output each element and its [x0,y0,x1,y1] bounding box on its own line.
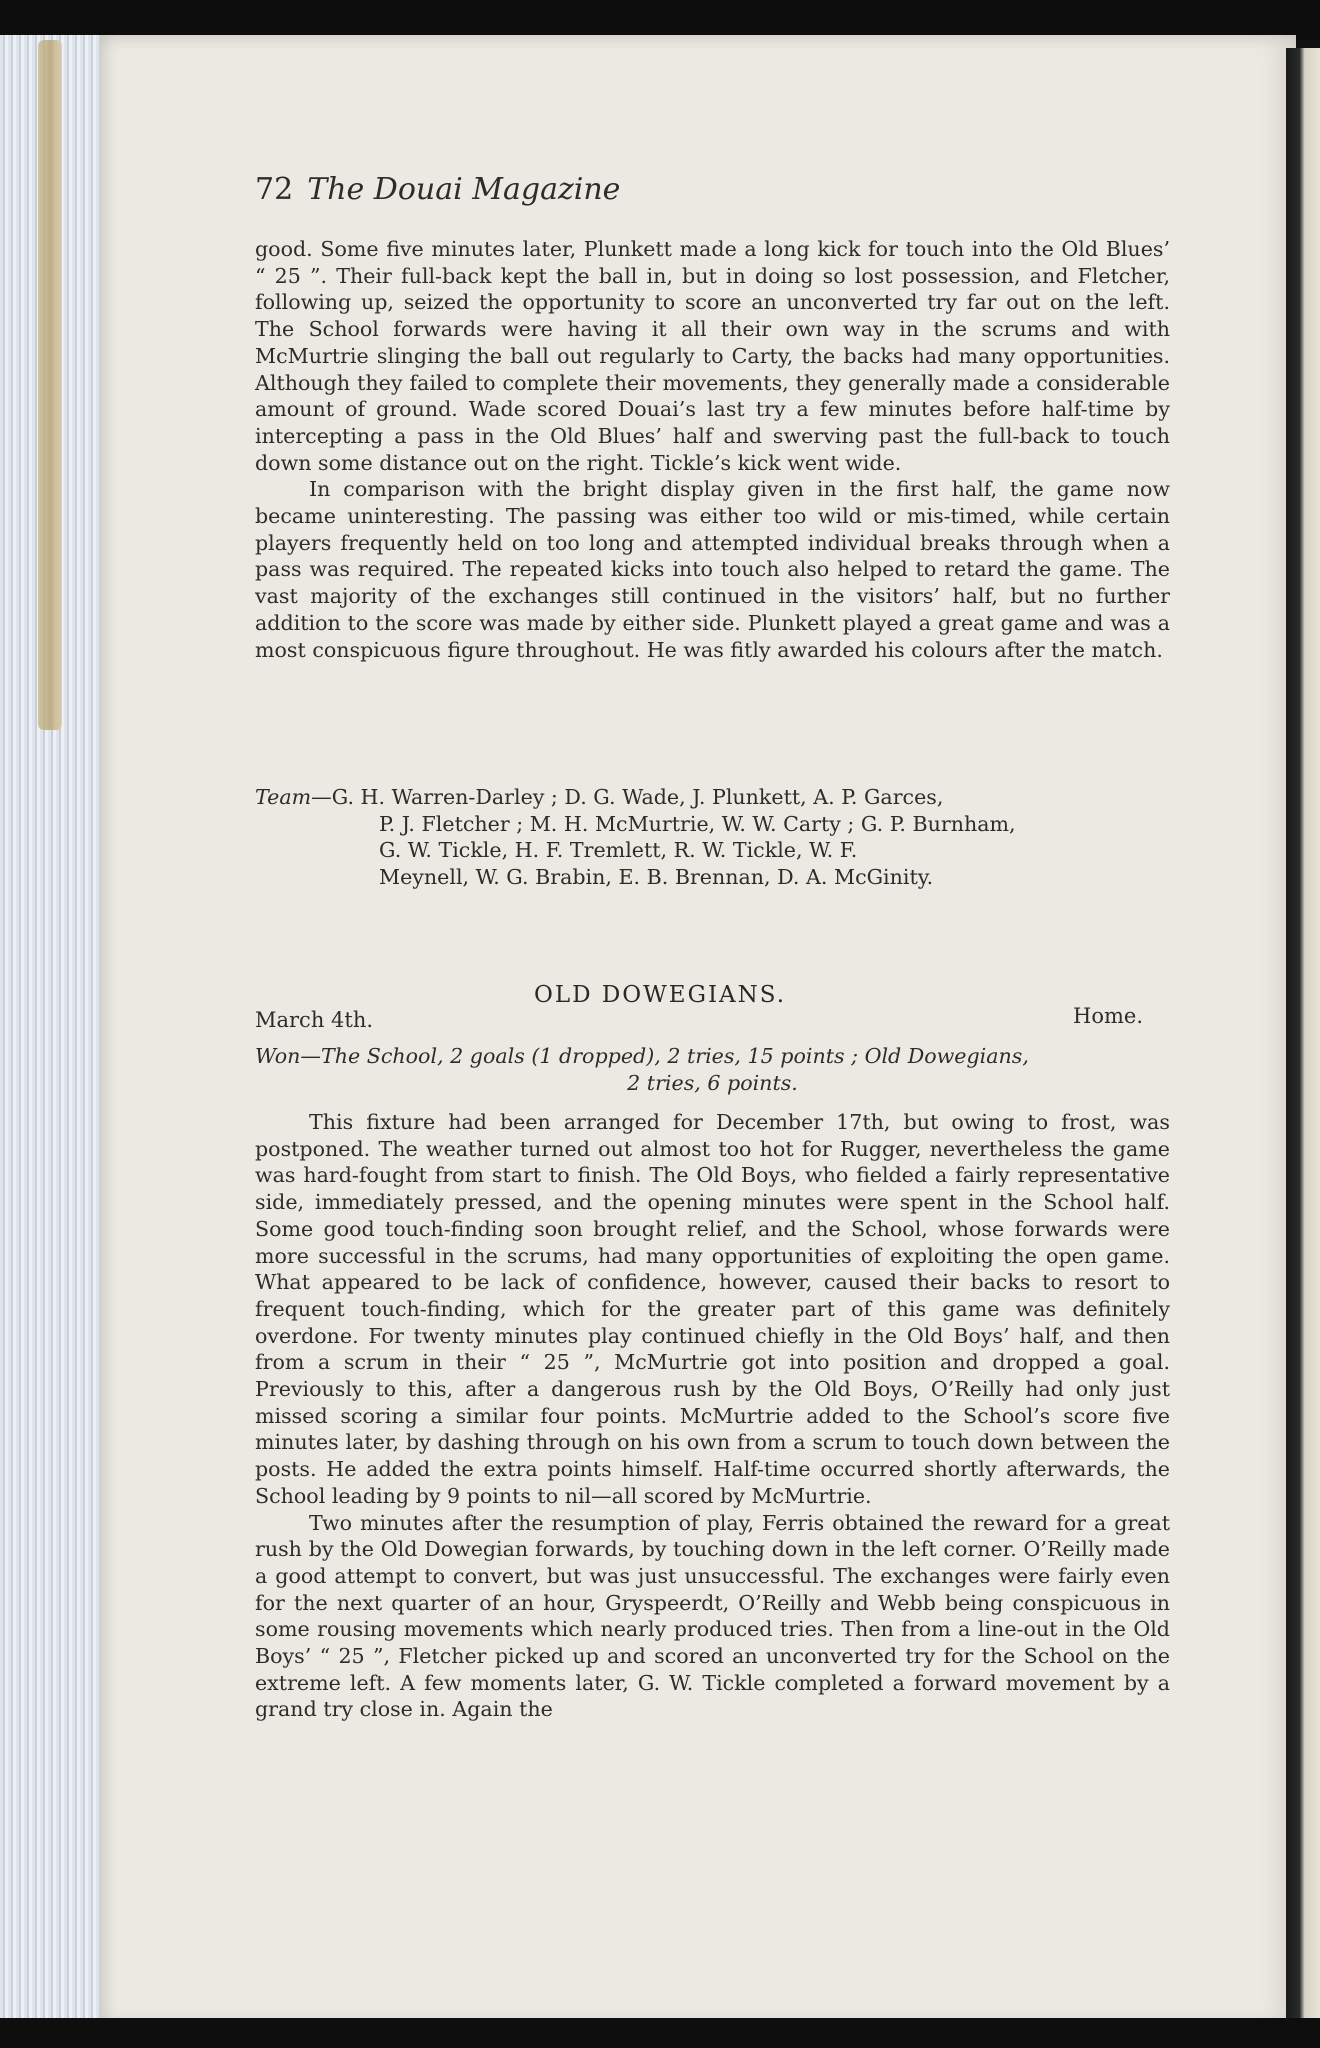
scan-bottom-border [0,2018,1320,2048]
paragraph: In comparison with the bright display given in the first half, the game now became uninteresting. The passing was either too wild or mis-timed, while certain players frequently held on too long and attempted individual breaks through when a pass was required. The repeated kicks into touch also helped to retard the game. The vast majority of the exchanges still continued in the visitors’ half, but no further addition to the score was made by either side. Plunkett played a great game and was a most conspicuous figure throughout. He was fitly awarded his colours after the match. [255,477,1170,662]
team-line: P. J. Fletcher ; M. H. McMurtrie, W. W. Carty ; G. P. Burnham, [379,811,1016,836]
team-line: —G. H. Warren-Darley ; D. G. Wade, J. Plunkett, A. P. Garces, [311,785,944,809]
old-dowegians-report [255,1109,1170,1723]
team-label: Team [255,785,312,809]
section-heading: OLD DOWEGIANS. [533,982,787,1008]
scan-top-border [0,0,1320,40]
fixture-info [255,1004,1143,1032]
team-list [255,784,1170,891]
book-right-edge [1286,48,1320,2028]
page-number: 72 [255,172,294,207]
match-venue: Home. [1073,1004,1143,1028]
result-line: 2 tries, 6 points. [627,1070,798,1095]
match-date: March 4th. [255,1008,374,1032]
paragraph: Two minutes after the resumption of play, Ferris obtained the reward for a great rush by the Old Dowegian forwards, by touching down in the left corner. O’Reilly made a good attempt to convert, but was just unsuccessful. The exchanges were fairly even for the next quarter of an hour, Gryspeerdt, O’Reilly and Webb being conspicuous in some rousing movements which nearly produced tries. Then from a line-out in the Old Boys’ “ 25 ”, Fletcher picked up and scored an unconverted try for the School on the extreme left. A few moments later, G. W. Tickle completed a forward movement by a grand try close in. Again the [255,1510,1170,1722]
continued-match-report [255,236,1170,663]
page-edge-stain [38,40,62,730]
magazine-title: The Douai Magazine [307,172,621,207]
match-result [255,1043,1170,1096]
paragraph: This fixture had been arranged for December 17th, but owing to frost, was postponed. The weather turned out almost too hot for Rugger, nevertheless the game was hard-fought from start to finish. The Old Boys, who fielded a fairly representative side, immediately pressed, and the opening minutes were spent in the School half. Some good touch-finding soon brought relief, and the School, whose forwards were more successful in the scrums, had many opportunities of exploiting the open game. What appeared to be lack of confidence, however, caused their backs to resort to frequent touch-finding, which for the greater part of this game was definitely overdone. For twenty minutes play continued chiefly in the Old Boys’ half, and then from a scrum in their “ 25 ”, McMurtrie got into position and dropped a goal. Previously to this, after a dangerous rush by the Old Boys, O’Reilly had only just missed scoring a similar four points. McMurtrie added to the School’s score five minutes later, by dashing through on his own from a scrum to touch down between the posts. He added the extra points himself. Half-time occurred shortly afterwards, the School leading by 9 points to nil—all scored by McMurtrie. [255,1110,1170,1508]
page-header [255,172,620,207]
team-line: Meynell, W. G. Brabin, E. B. Brennan, D. A. McGinity. [379,865,934,890]
team-line: G. W. Tickle, H. F. Tremlett, R. W. Tickle, W. F. [379,838,858,863]
paragraph: good. Some five minutes later, Plunkett made a long kick for touch into the Old Blues’ “ 25 ”. Their full-back kept the ball in, but in doing so lost possession, and Fletcher, following up, seized the opportunity to score an unconverted try far out on the left. The School forwards were having it all their own way in the scrums and with McMurtrie slinging the ball out regularly to Carty, the backs had many opportunities. Although they failed to complete their movements, they generally made a considerable amount of ground. Wade scored Douai’s last try a few minutes before half-time by intercepting a pass in the Old Blues’ half and swerving past the full-back to touch down some distance out on the right. Tickle’s kick went wide. [255,237,1170,475]
result-line: Won—The School, 2 goals (1 dropped), 2 tries, 15 points ; Old Dowegians, [255,1044,1029,1068]
